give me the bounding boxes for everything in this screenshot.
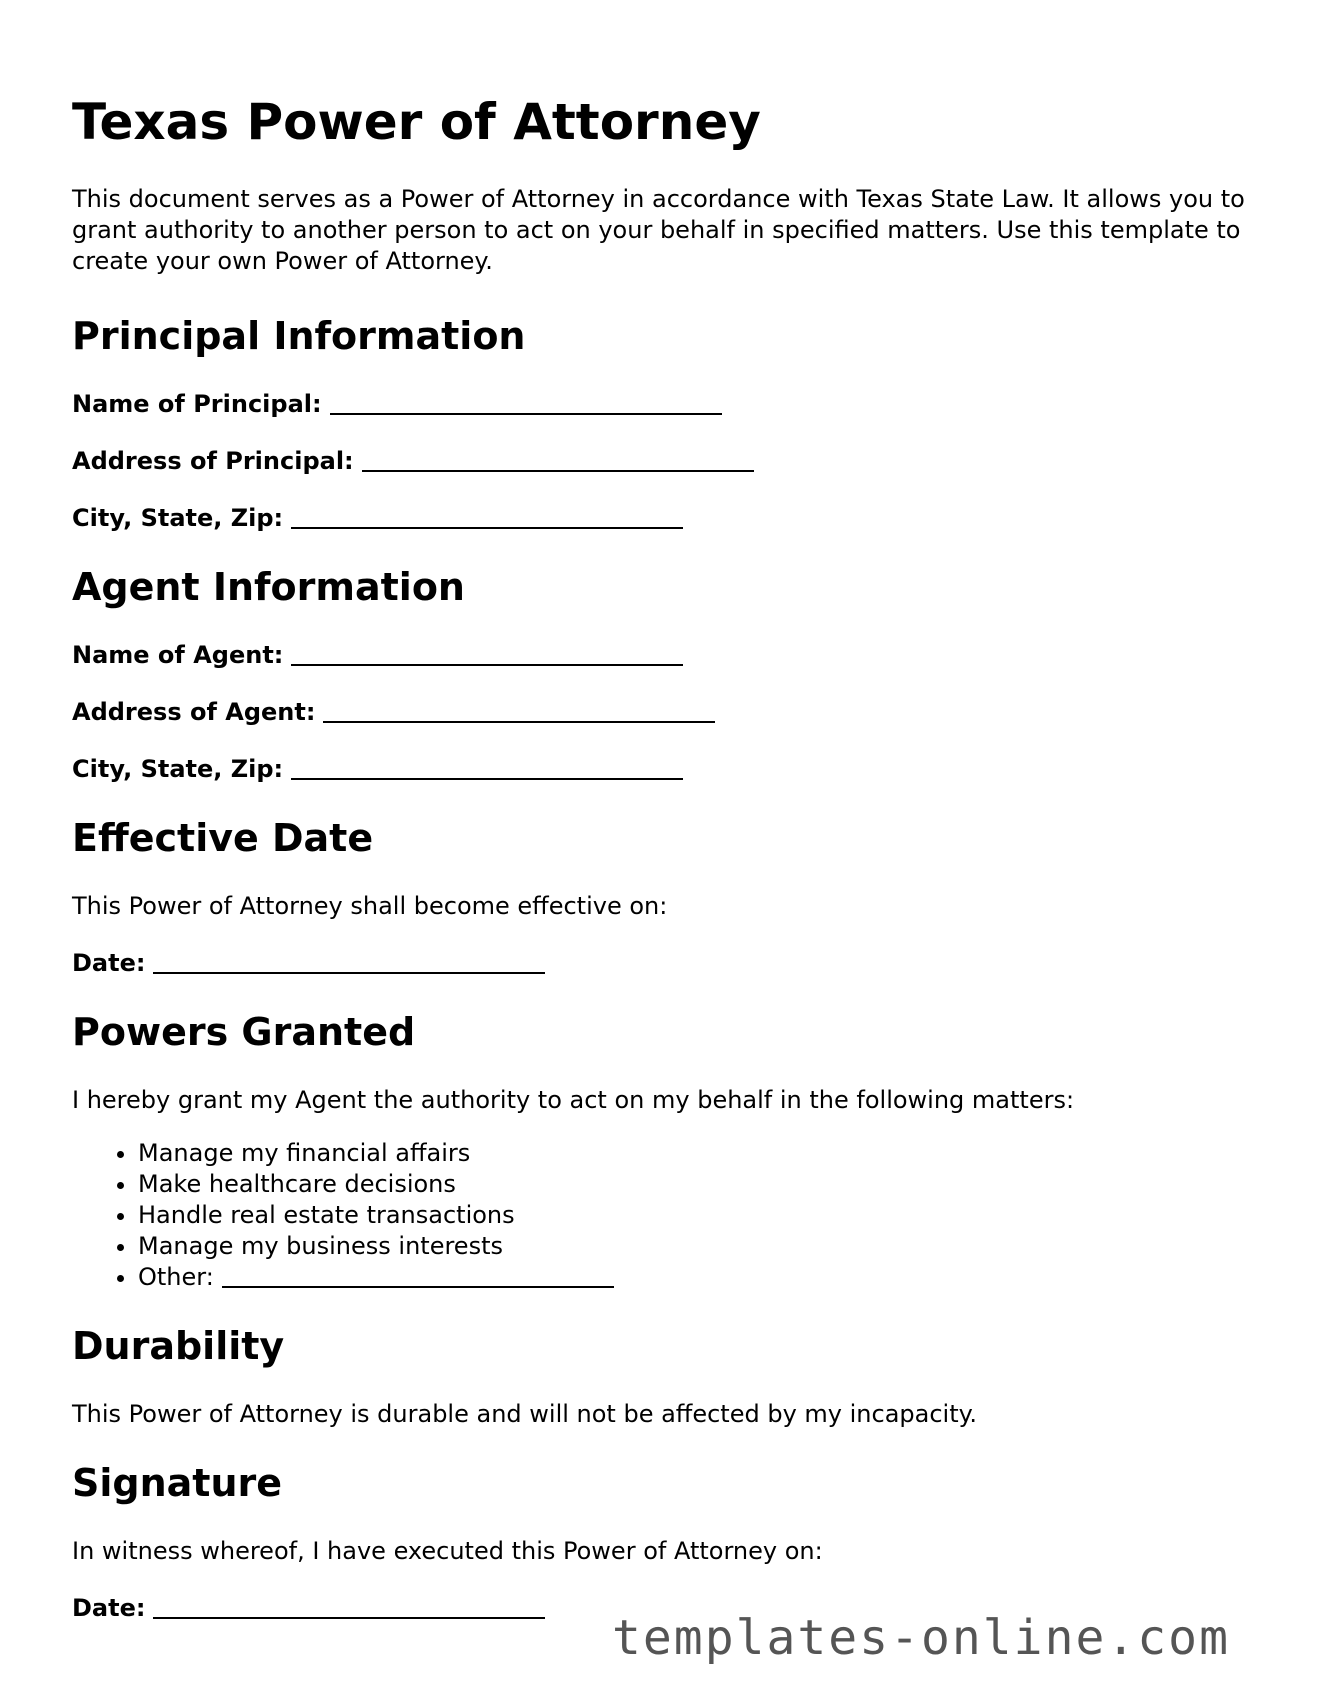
power-item-financial: • Manage my financial affairs (138, 1138, 1252, 1169)
signature-date-blank[interactable] (153, 1593, 545, 1619)
agent-city-blank[interactable] (291, 754, 683, 780)
power-item-other (138, 1262, 1252, 1293)
signature-heading: Signature (72, 1461, 283, 1505)
effective-text: This Power of Attorney shall become effective on: (72, 892, 668, 920)
principal-name-label: Name of Principal: (72, 390, 322, 418)
principal-heading: Principal Information (72, 314, 526, 358)
intro-paragraph: This document serves as a Power of Attorney in accordance with Texas State Law. It allows you to grant authority to another person to act on your behalf in specified matters. Use this template to create your own Power of Attorney. (72, 185, 1245, 275)
power-item-business: • Manage my business interests (138, 1231, 1252, 1262)
principal-name-blank[interactable] (330, 389, 722, 415)
principal-name-field (72, 389, 1252, 420)
powers-text: I hereby grant my Agent the authority to act on my behalf in the following matters: (72, 1086, 1075, 1114)
principal-address-field (72, 446, 1252, 477)
document-title: Texas Power of Attorney (72, 93, 761, 151)
principal-city-label: City, State, Zip: (72, 504, 284, 532)
power-item-healthcare: • Make healthcare decisions (138, 1169, 1252, 1200)
agent-address-blank[interactable] (323, 697, 715, 723)
power-item-real-estate: • Handle real estate transactions (138, 1200, 1252, 1231)
agent-name-blank[interactable] (291, 640, 683, 666)
agent-heading: Agent Information (72, 565, 465, 609)
agent-name-label: Name of Agent: (72, 641, 284, 669)
durability-heading: Durability (72, 1324, 285, 1368)
effective-date-field (72, 948, 1252, 979)
effective-date-label: Date: (72, 949, 146, 977)
document-page (72, 92, 1252, 1650)
agent-address-label: Address of Agent: (72, 698, 316, 726)
powers-list (72, 1138, 1252, 1293)
signature-text: In witness whereof, I have executed this Power of Attorney on: (72, 1537, 823, 1565)
agent-address-field (72, 697, 1252, 728)
agent-city-label: City, State, Zip: (72, 755, 284, 783)
principal-address-label: Address of Principal: (72, 447, 354, 475)
effective-date-blank[interactable] (153, 948, 545, 974)
agent-name-field (72, 640, 1252, 671)
watermark: templates-online.com (612, 1610, 1230, 1666)
power-other-blank[interactable] (222, 1262, 614, 1288)
durability-text: This Power of Attorney is durable and will not be affected by my incapacity. (72, 1400, 978, 1428)
agent-city-field (72, 754, 1252, 785)
principal-address-blank[interactable] (362, 446, 754, 472)
principal-city-blank[interactable] (291, 503, 683, 529)
powers-heading: Powers Granted (72, 1010, 416, 1054)
power-item-other-label: Other: (138, 1263, 214, 1291)
signature-date-label: Date: (72, 1594, 146, 1622)
principal-city-field (72, 503, 1252, 534)
effective-heading: Effective Date (72, 816, 374, 860)
